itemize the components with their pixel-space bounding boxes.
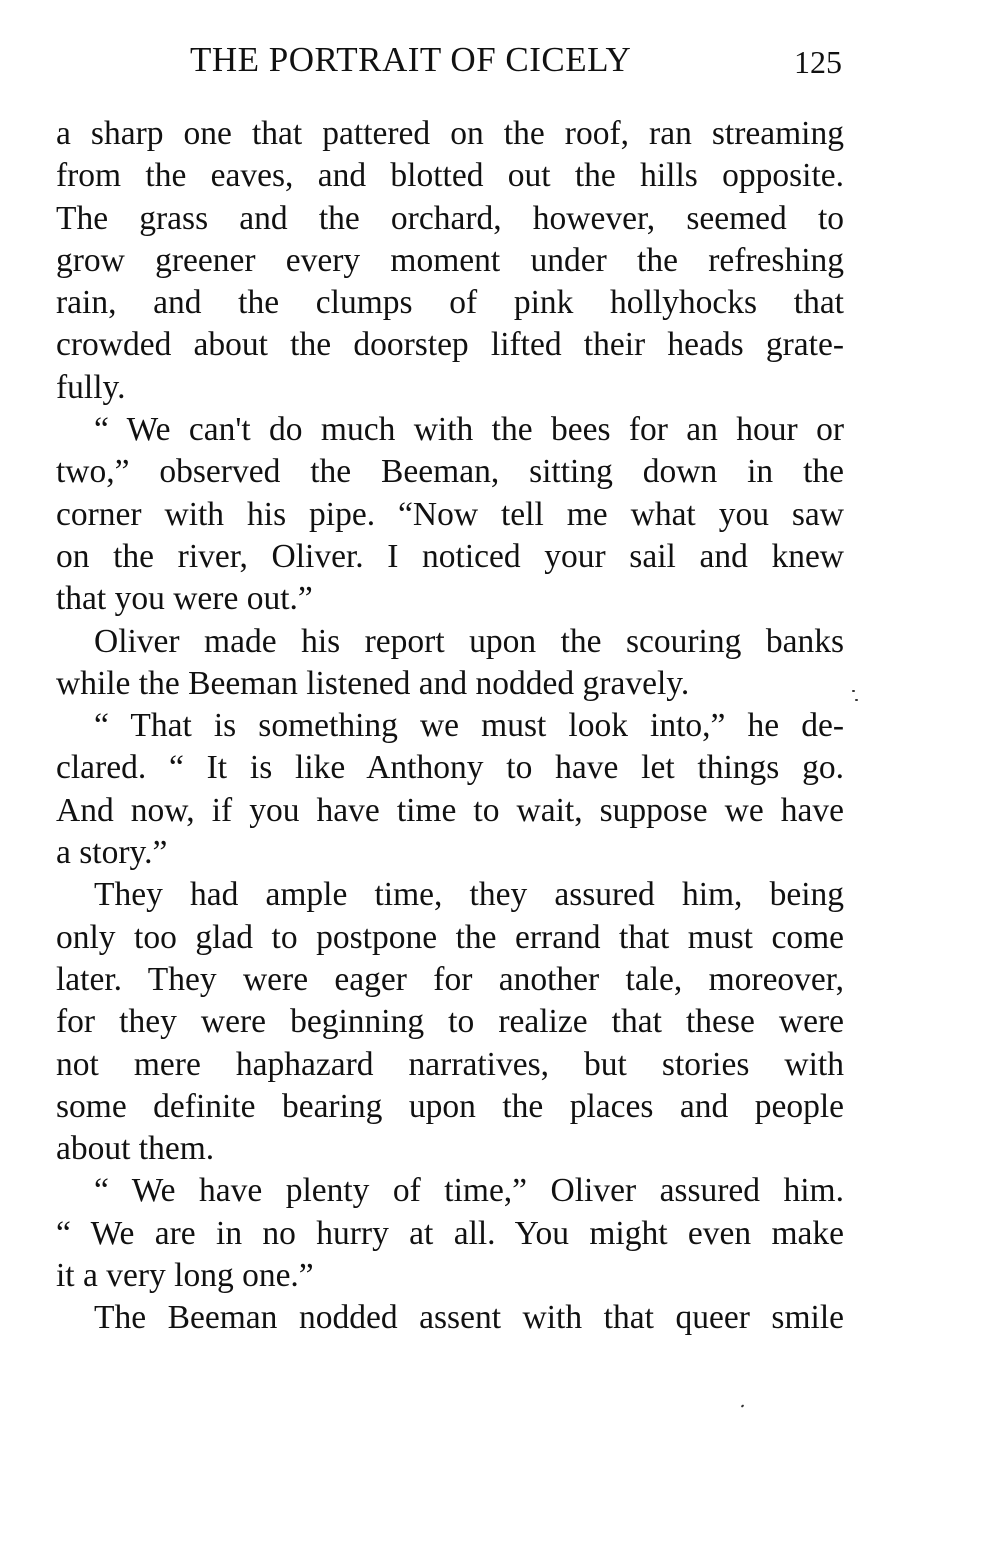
text-line: They had ample time, they assured him, being [94,876,844,914]
text-line: “ We can't do much with the bees for an hour or [94,411,844,449]
text-line: not mere haphazard narratives, but stories with [56,1045,844,1083]
text-line: two,” observed the Beeman, sitting down in the [56,453,844,491]
text-line: Oliver made his report upon the scouring banks [94,622,844,660]
text-line: about them. [56,1130,215,1168]
paragraph [56,409,844,620]
text-line: “ We are in no hurry at all. You might even make [56,1214,844,1252]
text-line: that you were out.” [56,580,313,618]
print-speck [741,1404,745,1407]
paragraph [56,1170,844,1297]
paragraph [56,113,844,409]
print-speck [855,699,858,701]
text-line: fully. [56,368,126,406]
paragraph [56,705,844,874]
text-line: “ That is something we must look into,” he de- [94,707,844,745]
text-line: it a very long one.” [56,1257,314,1295]
text-line: The grass and the orchard, however, seemed to [56,199,844,237]
text-line: grow greener every moment under the refreshing [56,241,844,279]
paragraph [56,874,844,1170]
text-line: clared. “ It is like Anthony to have let things go. [56,749,844,787]
text-line: later. They were eager for another tale, moreover, [56,960,844,998]
text-line: And now, if you have time to wait, suppose we have [56,791,844,829]
text-line: from the eaves, and blotted out the hills opposite. [56,157,844,195]
text-line: some definite bearing upon the places and people [56,1087,844,1125]
running-title: THE PORTRAIT OF CICELY [190,40,632,79]
text-line: while the Beeman listened and nodded gravely. [56,664,690,702]
text-line: a story.” [56,834,168,872]
paragraph [56,621,844,706]
text-line: for they were beginning to realize that these were [56,1003,844,1041]
text-line: on the river, Oliver. I noticed your sail and knew [56,537,844,575]
text-line: a sharp one that pattered on the roof, ran streaming [56,115,844,152]
text-line: rain, and the clumps of pink hollyhocks that [56,284,844,322]
text-line: The Beeman nodded assent with that queer smile [94,1299,844,1337]
text-line: corner with his pipe. “Now tell me what you saw [56,495,844,533]
page-number: 125 [794,44,842,80]
running-head [190,36,842,84]
text-line: crowded about the doorstep lifted their heads grate- [56,326,844,364]
paragraph [56,1297,844,1339]
text-line: “ We have plenty of time,” Oliver assured him. [94,1172,844,1210]
print-speck [852,690,855,692]
text-line: only too glad to postpone the errand that must come [56,918,844,956]
body-text [56,113,844,1340]
